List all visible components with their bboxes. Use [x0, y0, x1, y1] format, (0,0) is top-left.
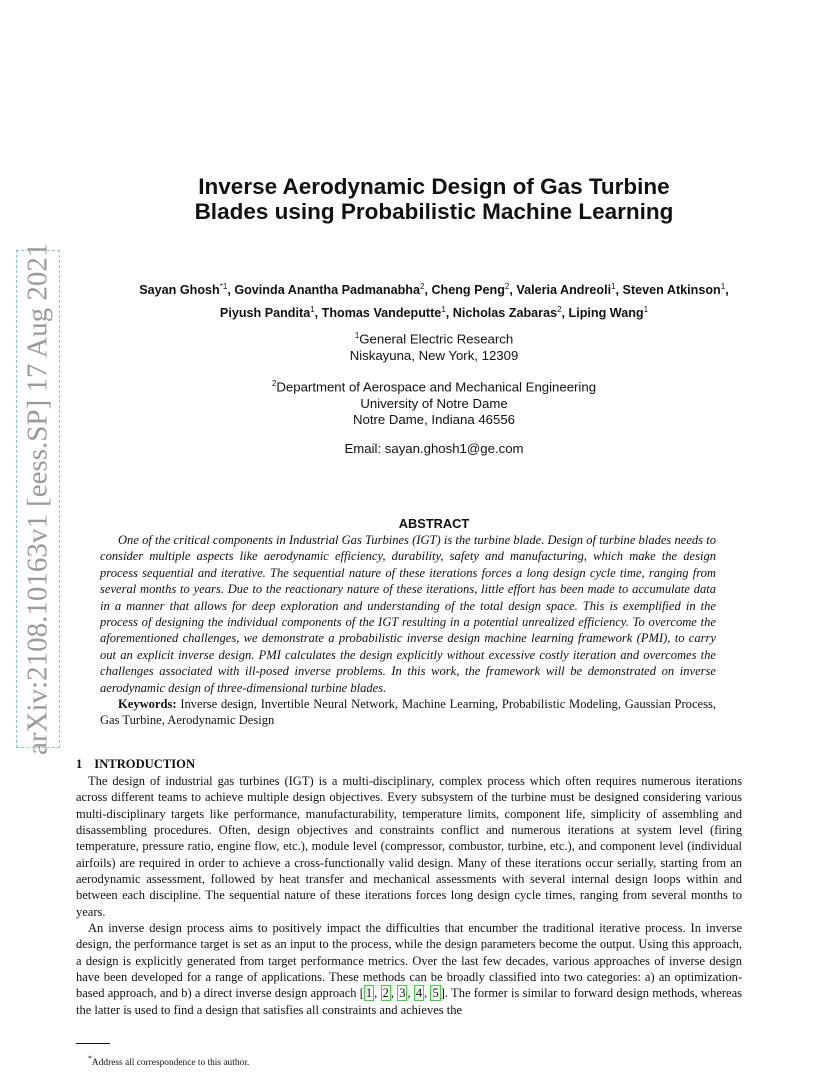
- title-line-1: Inverse Aerodynamic Design of Gas Turbine: [198, 174, 670, 199]
- author-list: Sayan Ghosh$^{*1}$, Govinda Anantha Padmanabha$^2$, Cheng Peng$^2$, Valeria Andreoli$^1$, Steven Atkinson$^1$, Piyush Pandita$^1$, Thomas Vandeputte$^1$, Nicholas Zabaras$^2$, Liping Wang$^1$: [139, 282, 729, 321]
- intro-paragraph-1: The design of industrial gas turbines (IGT) is a multi-disciplinary, complex process which often requires numerous iterations across different teams to achieve multiple design objectives. Every subsystem of the turbine must be designed considering various multi-disciplinary targets like performance, manufacturability, temperature limits, component life, simplicity of assembling and disassembling procedures. Often, design objectives and constraints conflict and numerous iterations at system level (firing temperature, pressure ratio, engine flow, etc.), module level (compressor, combustor, turbine, etc.), and component level (individual airfoils) are required in order to achieve a cross-functionally valid design. Many of these iterations occur serially, starting from an aerodynamic assessment, followed by heat transfer and mechanical assessments with several internal design loops within and between each discipline. The sequential nature of these iterations forces long design cycle times, ranging from several months to years.: [76, 774, 742, 919]
- section-number: 1: [76, 757, 83, 771]
- author: Cheng Peng$^2$: [431, 282, 510, 298]
- keywords: [100, 696, 716, 729]
- affiliation-1: $^1$General Electric Research Niskayuna, New York, 12309: [349, 331, 519, 363]
- footnote: *Address all correspondence to this author.: [88, 1054, 250, 1069]
- abstract-heading: ABSTRACT: [398, 516, 470, 531]
- author: Valeria Andreoli$^1$: [516, 282, 616, 298]
- author: Sayan Ghosh$^{*1}$: [139, 282, 228, 298]
- keywords-label: Keywords:: [118, 697, 177, 712]
- citation-link[interactable]: 4: [415, 986, 423, 1001]
- citation-link[interactable]: 5: [432, 986, 439, 1001]
- paper-title: [100, 174, 768, 224]
- author: Piyush Pandita$^1$: [219, 305, 315, 321]
- footnote-rule: [76, 1043, 110, 1044]
- author: Nicholas Zabaras$^2$: [452, 305, 562, 321]
- author: Steven Atkinson$^1$: [622, 282, 726, 298]
- introduction-body: [76, 773, 742, 1018]
- author: Liping Wang$^1$: [568, 305, 649, 321]
- citation-link[interactable]: 2: [382, 986, 389, 1001]
- abstract: [100, 532, 716, 729]
- section-heading-introduction: [76, 757, 195, 772]
- title-line-2: Blades using Probabilistic Machine Learning: [194, 199, 674, 224]
- author: Thomas Vandeputte$^1$: [321, 305, 446, 321]
- citation-link[interactable]: 1: [365, 986, 373, 1001]
- keywords-list: Inverse design, Invertible Neural Network, Machine Learning, Probabilistic Modeling, Gaussian Process, Gas Turbine, Aerodynamic Design: [100, 697, 716, 728]
- abstract-body: One of the critical components in Industrial Gas Turbines (IGT) is the turbine blade. Design of turbine blades needs to consider multiple aspects like aerodynamic efficiency, durability, safety and manufacturing, which make the design process sequential and iterative. The sequential nature of these iterations forces a long design cycle time, ranging from several months to years. Due to the reactionary nature of these iterations, little effort has been made to accumulate data in a manner that allows for deep exploration and understanding of the total design space. This is exemplified in the process of designing the individual components of the IGT resulting in a potential unrealized efficiency. To overcome the aforementioned challenges, we demonstrate a probabilistic inverse design machine learning framework (PMI), to carry out an explicit inverse design. PMI calculates the design explicitly without excessive costly iteration and overcomes the challenges associated with ill-posed inverse problems. In this work, the framework will be demonstrated on inverse aerodynamic design of three-dimensional turbine blades.: [100, 533, 716, 695]
- contact-email: Email: sayan.ghosh1@ge.com: [344, 441, 524, 456]
- affiliation-2: $^2$Department of Aerospace and Mechanical Engineering University of Notre Dame Notre Dame, Indiana 46556: [271, 379, 597, 428]
- section-title: INTRODUCTION: [94, 757, 196, 771]
- arxiv-side-stamp: arXiv:2108.10163v1 [eess.SP] 17 Aug 2021: [16, 250, 60, 748]
- intro-paragraph-2: An inverse design process aims to positively impact the difficulties that encumber the traditional iterative process. In inverse design, the performance target is set as an input to the process, while the design parameters become the output. Using this approach, a design is explicitly generated from target performance metrics. Over the last few decades, various approaches of inverse design have been developed for a range of applications. These methods can be broadly classified into two categories: a) an optimization-based approach, and b) a direct inverse design approach [ 1 , 2 , 3 , 4 , 5 ]. The former is similar to forward design methods, whereas the latter is used to find a design that satisfies all constraints and achieves the: [76, 921, 743, 1017]
- author: Govinda Anantha Padmanabha$^2$: [234, 282, 425, 298]
- citation-link[interactable]: 3: [399, 986, 406, 1001]
